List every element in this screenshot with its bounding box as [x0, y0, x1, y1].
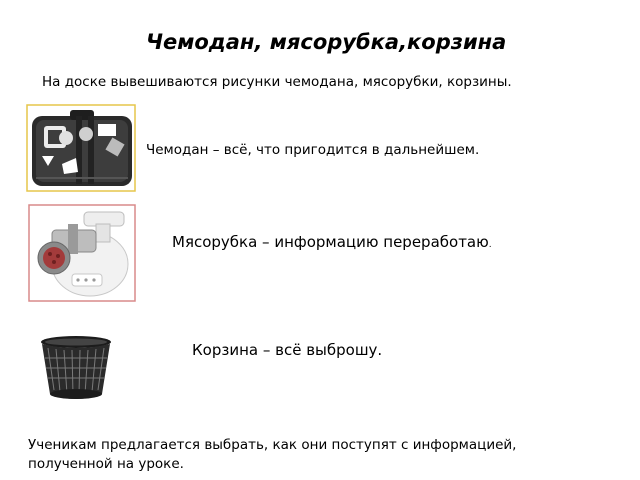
- meat-grinder-caption-text: Мясорубка – информацию переработаю: [172, 233, 489, 251]
- footer-text: Ученикам предлагается выбрать, как они поступят с информацией, полученной на уроке.: [28, 437, 517, 472]
- meat-grinder-caption-tail: .: [488, 240, 492, 250]
- meat-grinder-caption: [172, 233, 492, 251]
- suitcase-icon: [26, 104, 136, 192]
- intro-text: На доске вывешиваются рисунки чемодана, мясорубки, корзины.: [42, 74, 512, 90]
- suitcase-caption: Чемодан – всё, что пригодится в дальнейшем.: [146, 142, 480, 158]
- basket-caption: Корзина – всё выброшу.: [192, 341, 383, 359]
- basket-icon: [38, 334, 114, 402]
- page-title: Чемодан, мясорубка,корзина: [146, 30, 507, 54]
- meat-grinder-icon: [28, 204, 136, 302]
